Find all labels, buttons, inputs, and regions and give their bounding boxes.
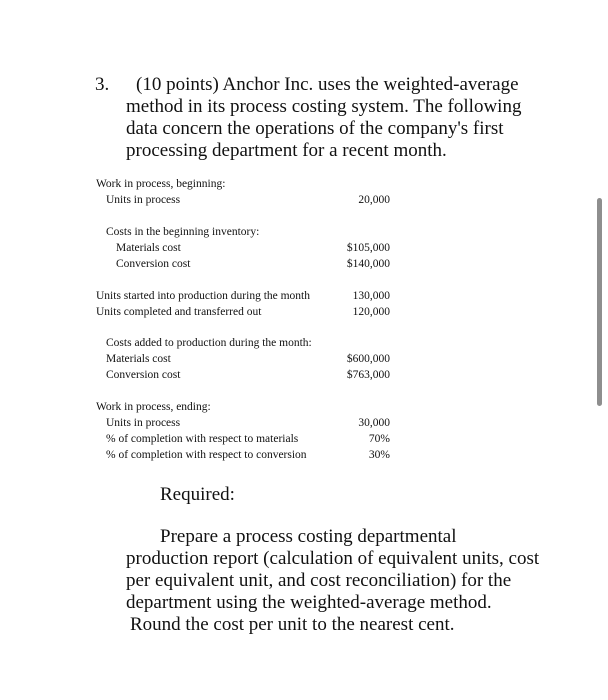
units-in-process-label: Units in process	[106, 194, 181, 206]
vertical-scrollbar[interactable]	[597, 198, 602, 406]
beginning-costs-heading: Costs in the beginning inventory:	[106, 226, 260, 238]
instruction-line: per equivalent unit, and cost reconciliation) for the	[126, 570, 512, 591]
instruction-line: department using the weighted-average method.	[126, 592, 492, 613]
ending-units-label: Units in process	[106, 417, 181, 429]
added-materials-label: Materials cost	[106, 353, 171, 365]
question-line: processing department for a recent month.	[126, 140, 447, 161]
question-line: data concern the operations of the company's first	[126, 118, 504, 139]
wip-ending-heading: Work in process, ending:	[96, 401, 211, 413]
units-in-process-value: 20,000	[358, 194, 390, 206]
conversion-cost-label: Conversion cost	[116, 258, 191, 270]
pct-materials-value: 70%	[368, 433, 390, 445]
instructions	[126, 526, 546, 636]
question-line: (10 points) Anchor Inc. uses the weighted-average	[136, 74, 519, 95]
instruction-line: production report (calculation of equivalent units, cost	[126, 548, 540, 569]
pct-materials-label: % of completion with respect to materials	[106, 433, 299, 445]
question-number: 3.	[95, 74, 110, 95]
required-heading: Required:	[160, 484, 235, 505]
materials-cost-value: $105,000	[346, 242, 390, 254]
added-conversion-value: $763,000	[346, 369, 390, 381]
units-started-label: Units started into production during the month	[96, 290, 311, 302]
units-completed-value: 120,000	[352, 306, 390, 318]
instruction-line: Round the cost per unit to the nearest cent.	[130, 614, 455, 635]
materials-cost-label: Materials cost	[116, 242, 181, 254]
added-materials-value: $600,000	[346, 353, 390, 365]
instruction-line: Prepare a process costing departmental	[160, 526, 457, 547]
units-started-value: 130,000	[352, 290, 390, 302]
wip-beginning-heading: Work in process, beginning:	[96, 178, 226, 190]
added-conversion-label: Conversion cost	[106, 369, 181, 381]
units-completed-label: Units completed and transferred out	[96, 306, 262, 318]
conversion-cost-value: $140,000	[346, 258, 390, 270]
question-text	[126, 74, 522, 162]
pct-conversion-label: % of completion with respect to conversion	[106, 449, 307, 461]
question-line: method in its process costing system. The following	[126, 96, 522, 117]
ending-units-value: 30,000	[358, 417, 390, 429]
costs-added-heading: Costs added to production during the month:	[106, 337, 312, 349]
pct-conversion-value: 30%	[368, 449, 390, 461]
